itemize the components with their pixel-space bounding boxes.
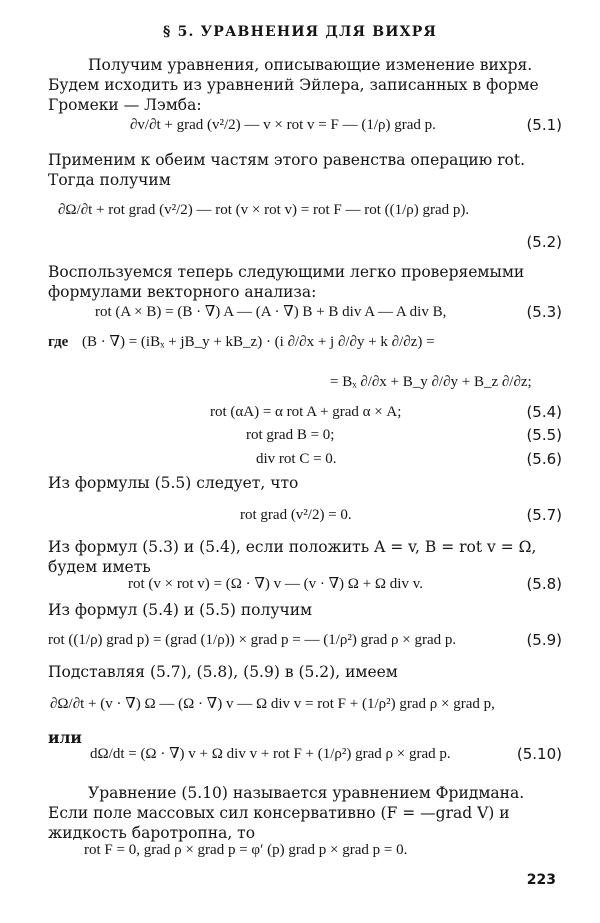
paragraph-friedmann: Уравнение (5.10) называется уравнением Фридмана. Если поле массовых сил консервативно (F = —grad V) и жидкость баротропна, то [48, 784, 525, 842]
equation-5-10: dΩ/dt = (Ω · ∇) v + Ω div v + rot F + (1/ρ²) grad ρ × grad p. [90, 746, 451, 762]
paragraph-vector-formulas: Воспользуемся теперь следующими легко проверяемыми формулами векторного анализа: [48, 263, 525, 301]
equation-5-8: rot (v × rot v) = (Ω · ∇) v — (v · ∇) Ω + Ω div v. [128, 576, 423, 592]
equation-5-3: rot (A × B) = (B · ∇) A — (A · ∇) B + B div A — A div B, [95, 304, 447, 320]
paragraph-apply-rot: Применим к обеим частям этого равенства операцию rot. Тогда получим [48, 151, 526, 189]
equation-5-6: div rot C = 0. [256, 451, 337, 467]
paragraph-substitution: Из формул (5.3) и (5.4), если положить A = v, B = rot v = Ω, будем иметь [48, 538, 537, 576]
equation-5-4: rot (αA) = α rot A + grad α × A; [210, 404, 402, 420]
equation-number-5-3: (5.3) [526, 303, 562, 321]
equation-5-9: rot ((1/ρ) grad p) = (grad (1/ρ)) × grad p = — (1/ρ²) grad ρ × grad p. [48, 632, 457, 648]
word-or: или [48, 728, 82, 747]
equation-5-2: ∂Ω/∂t + rot grad (v²/2) — rot (v × rot v) = rot F — rot ((1/ρ) grad p). [58, 202, 470, 218]
paragraph-substituting: Подставляя (5.7), (5.8), (5.9) в (5.2), имеем [48, 663, 398, 681]
word-where: где [48, 334, 69, 350]
paragraph-from-5-4-5-5: Из формул (5.4) и (5.5) получим [48, 601, 313, 619]
equation-combined: ∂Ω/∂t + (v · ∇) Ω — (Ω · ∇) v — Ω div v = rot F + (1/ρ²) grad ρ × grad p, [50, 696, 495, 712]
equation-5-5: rot grad B = 0; [246, 427, 335, 443]
equation-number-5-5: (5.5) [526, 426, 562, 444]
equation-5-3-nabla: (B · ∇) = (iBₓ + jB_y + kB_z) · (i ∂/∂x + j ∂/∂y + k ∂/∂z) = [82, 334, 435, 350]
equation-final: rot F = 0, grad ρ × grad p = φ′ (p) grad p × grad p = 0. [84, 842, 408, 858]
section-title: § 5. УРАВНЕНИЯ ДЛЯ ВИХРЯ [162, 24, 438, 40]
paragraph-intro: Получим уравнения, описывающие изменение вихря. Будем исходить из уравнений Эйлера, записанных в форме Громеки — Лэмба: [48, 56, 539, 114]
paragraph-from-5-5: Из формулы (5.5) следует, что [48, 474, 299, 492]
equation-number-5-4: (5.4) [526, 403, 562, 421]
equation-5-3-expanded: = Bₓ ∂/∂x + B_y ∂/∂y + B_z ∂/∂z; [330, 374, 532, 390]
equation-number-5-2: (5.2) [526, 233, 562, 251]
equation-number-5-9: (5.9) [526, 631, 562, 649]
page-number: 223 [526, 872, 556, 888]
equation-5-1: ∂v/∂t + grad (v²/2) — v × rot v = F — (1/ρ) grad p. [130, 117, 436, 133]
equation-number-5-8: (5.8) [526, 575, 562, 593]
equation-5-7: rot grad (v²/2) = 0. [240, 507, 352, 523]
equation-number-5-7: (5.7) [526, 506, 562, 524]
equation-number-5-10: (5.10) [516, 745, 562, 763]
equation-number-5-1: (5.1) [526, 116, 562, 134]
equation-number-5-6: (5.6) [526, 450, 562, 468]
